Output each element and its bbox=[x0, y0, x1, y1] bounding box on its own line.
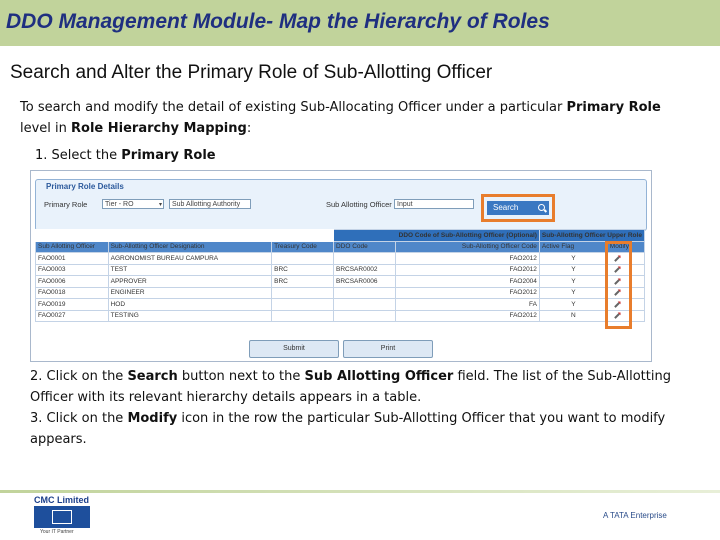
step-2-bold-field: Sub Allotting Officer bbox=[304, 369, 454, 384]
cell-designation: TEST bbox=[108, 264, 272, 276]
cell-code: FA bbox=[396, 299, 540, 311]
col-header-officer-code[interactable]: Sub-Allotting Officer Code bbox=[396, 241, 540, 253]
cell-code: FAO2012 bbox=[396, 287, 540, 299]
cell-code: FAO2012 bbox=[396, 310, 540, 322]
cmc-logo-mark bbox=[52, 510, 72, 524]
step-3-bold-modify: Modify bbox=[127, 411, 178, 426]
step-1 bbox=[35, 148, 216, 163]
cmc-logo-text: CMC Limited bbox=[34, 495, 89, 505]
cell-ddo: BRCSAR0006 bbox=[333, 276, 395, 288]
page-title: DDO Management Module- Map the Hierarchy of Roles bbox=[6, 10, 550, 33]
table-row bbox=[36, 310, 645, 322]
cell-flag: N bbox=[539, 310, 607, 322]
search-icon bbox=[538, 204, 545, 211]
cell-designation: TESTING bbox=[108, 310, 272, 322]
cell-flag: Y bbox=[539, 253, 607, 265]
table-group-spacer bbox=[36, 230, 334, 242]
sub-allotting-officer-label: Sub Allotting Officer bbox=[326, 200, 392, 209]
cell-ddo bbox=[333, 287, 395, 299]
intro-text-2: level in bbox=[20, 121, 72, 136]
cell-officer: FAO0027 bbox=[36, 310, 109, 322]
step-2-text-2: button next to the bbox=[177, 369, 305, 384]
primary-role-details-group bbox=[35, 179, 647, 231]
group-header-upper-role: Sub-Allotting Officer Upper Role bbox=[539, 230, 644, 242]
results-table bbox=[35, 229, 645, 322]
group-legend: Primary Role Details bbox=[46, 182, 124, 191]
cell-code: FAO2012 bbox=[396, 264, 540, 276]
cell-officer: FAO0018 bbox=[36, 287, 109, 299]
cell-treasury bbox=[272, 287, 334, 299]
cell-ddo bbox=[333, 299, 395, 311]
cell-designation: HOD bbox=[108, 299, 272, 311]
step-1-text: 1. Select the bbox=[35, 148, 122, 163]
col-header-designation[interactable]: Sub-Allotting Officer Designation bbox=[108, 241, 272, 253]
intro-bold-primary-role: Primary Role bbox=[566, 100, 661, 115]
cell-treasury bbox=[272, 253, 334, 265]
col-header-sub-allotting-officer[interactable]: Sub Allotting Officer bbox=[36, 241, 109, 253]
table-column-header bbox=[36, 241, 645, 253]
col-header-modify: Modify bbox=[607, 241, 644, 253]
step-2 bbox=[30, 366, 680, 408]
cell-treasury: BRC bbox=[272, 264, 334, 276]
cell-flag: Y bbox=[539, 276, 607, 288]
title-bar bbox=[0, 0, 720, 46]
cell-officer: FAO0019 bbox=[36, 299, 109, 311]
cell-code: FAO2012 bbox=[396, 253, 540, 265]
intro-text-3: : bbox=[246, 121, 252, 136]
chevron-down-icon: ▾ bbox=[158, 202, 162, 208]
app-screenshot bbox=[30, 170, 652, 362]
table-row bbox=[36, 299, 645, 311]
cell-ddo: BRCSAR0002 bbox=[333, 264, 395, 276]
cmc-logo-icon bbox=[34, 506, 90, 528]
table-row bbox=[36, 253, 645, 265]
cell-flag: Y bbox=[539, 287, 607, 299]
tata-enterprise-logo: A TATA Enterprise bbox=[603, 511, 667, 520]
table-group-header bbox=[36, 230, 645, 242]
step-2-text-3: field. The list of the Sub-Allotting Officer with its relevant hierarchy details appears in a table. bbox=[30, 369, 671, 405]
col-header-ddo-code[interactable]: DDO Code bbox=[333, 241, 395, 253]
intro-paragraph bbox=[20, 97, 680, 139]
cell-treasury bbox=[272, 310, 334, 322]
steps-2-3 bbox=[30, 366, 680, 450]
step-1-bold: Primary Role bbox=[121, 148, 216, 163]
cmc-tagline: Your IT Partner bbox=[40, 529, 74, 535]
search-highlight bbox=[481, 194, 555, 222]
step-3-text: 3. Click on the bbox=[30, 411, 128, 426]
search-button[interactable] bbox=[487, 201, 549, 215]
group-header-ddo: DDO Code of Sub-Allotting Officer (Optional) bbox=[333, 230, 539, 242]
cell-officer: FAO0006 bbox=[36, 276, 109, 288]
table-row bbox=[36, 276, 645, 288]
cell-flag: Y bbox=[539, 264, 607, 276]
cell-designation: ENGINEER bbox=[108, 287, 272, 299]
step-2-bold-search: Search bbox=[127, 369, 178, 384]
cell-officer: FAO0001 bbox=[36, 253, 109, 265]
col-header-active-flag[interactable]: Active Flag bbox=[539, 241, 607, 253]
submit-button[interactable]: Submit bbox=[249, 340, 339, 358]
table-row bbox=[36, 287, 645, 299]
col-header-treasury-code[interactable]: Treasury Code bbox=[272, 241, 334, 253]
cell-treasury: BRC bbox=[272, 276, 334, 288]
intro-text: To search and modify the detail of existing Sub-Allocating Officer under a particular bbox=[20, 100, 567, 115]
footer bbox=[0, 490, 720, 540]
cell-flag: Y bbox=[539, 299, 607, 311]
footer-divider bbox=[0, 490, 720, 493]
primary-role-value: Tier - RO bbox=[105, 201, 134, 208]
sub-allotting-authority-field[interactable]: Sub Allotting Authority bbox=[169, 199, 251, 209]
primary-role-label: Primary Role bbox=[44, 200, 88, 209]
cell-code: FAO2004 bbox=[396, 276, 540, 288]
table-row bbox=[36, 264, 645, 276]
sub-allotting-officer-input[interactable]: Input bbox=[394, 199, 474, 209]
primary-role-select[interactable] bbox=[102, 199, 164, 209]
cell-officer: FAO0003 bbox=[36, 264, 109, 276]
cell-ddo bbox=[333, 310, 395, 322]
search-button-label: Search bbox=[493, 203, 519, 212]
step-3-text-2: icon in the row the particular Sub-Allotting Officer that you want to modify appears. bbox=[30, 411, 666, 447]
print-button[interactable]: Print bbox=[343, 340, 433, 358]
cell-ddo bbox=[333, 253, 395, 265]
intro-bold-role-hierarchy: Role Hierarchy Mapping bbox=[71, 121, 247, 136]
cell-designation: APPROVER bbox=[108, 276, 272, 288]
modify-column-highlight bbox=[605, 241, 632, 329]
step-2-text: 2. Click on the bbox=[30, 369, 128, 384]
cell-designation: AGRONOMIST BUREAU CAMPURA bbox=[108, 253, 272, 265]
step-3 bbox=[30, 408, 680, 450]
section-subtitle: Search and Alter the Primary Role of Sub-Allotting Officer bbox=[10, 62, 493, 83]
cell-treasury bbox=[272, 299, 334, 311]
